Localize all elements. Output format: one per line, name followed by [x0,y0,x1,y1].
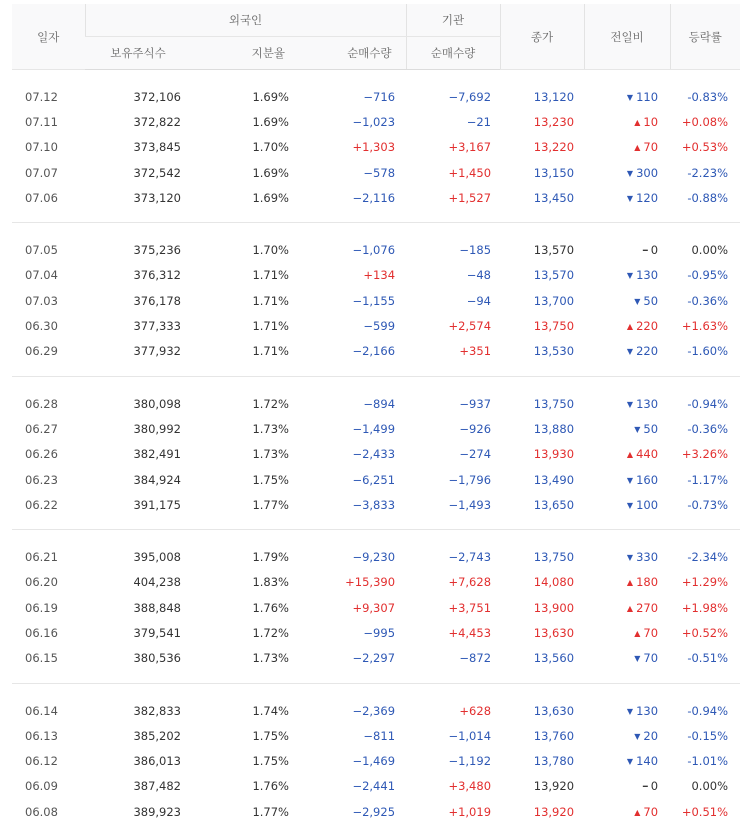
diff-value: 220 [636,319,658,333]
rate-cell: -1.17% [670,467,740,492]
header-rate: 등락률 [670,4,740,70]
group-top-spacer [12,70,740,85]
holdings-cell: 376,312 [85,263,191,288]
close-cell: 13,530 [500,339,584,364]
rate-cell: +0.52% [670,620,740,645]
ratio-cell: 1.74% [191,698,299,723]
diff-value: 220 [636,344,658,358]
foreign-net-cell: −2,925 [299,799,406,824]
inst-net-cell: +4,453 [406,620,500,645]
ratio-cell: 1.72% [191,620,299,645]
up-triangle-icon: ▲ [627,578,633,587]
date-cell: 06.16 [12,620,85,645]
table-row [12,749,740,774]
foreign-net-cell: −9,230 [299,544,406,569]
date-cell: 06.29 [12,339,85,364]
down-triangle-icon: ▼ [634,297,640,306]
table-row [12,313,740,338]
inst-net-cell: −872 [406,646,500,671]
foreign-net-cell: −2,369 [299,698,406,723]
close-cell: 13,650 [500,492,584,517]
close-cell: 13,780 [500,749,584,774]
foreign-net-cell: +1,303 [299,135,406,160]
inst-net-cell: −48 [406,263,500,288]
ratio-cell: 1.75% [191,723,299,748]
table-row [12,595,740,620]
date-cell: 06.13 [12,723,85,748]
diff-value: 70 [643,805,658,819]
inst-net-cell: +7,628 [406,570,500,595]
diff-value: 440 [636,447,658,461]
date-cell: 07.04 [12,263,85,288]
diff-cell [584,467,670,492]
table-row [12,185,740,210]
close-cell: 13,220 [500,135,584,160]
diff-cell [584,416,670,441]
up-triangle-icon: ▲ [627,322,633,331]
foreign-net-cell: −811 [299,723,406,748]
diff-cell [584,620,670,645]
holdings-cell: 380,992 [85,416,191,441]
rate-cell: -0.15% [670,723,740,748]
diff-value: 160 [636,473,658,487]
inst-net-cell: −1,192 [406,749,500,774]
date-cell: 06.26 [12,442,85,467]
ratio-cell: 1.70% [191,135,299,160]
down-triangle-icon: ▼ [627,757,633,766]
date-cell: 06.14 [12,698,85,723]
diff-value: 130 [636,704,658,718]
header-inst-net: 순매수량 [406,37,500,70]
date-cell: 07.10 [12,135,85,160]
holdings-cell: 379,541 [85,620,191,645]
close-cell: 13,760 [500,723,584,748]
ratio-cell: 1.79% [191,544,299,569]
down-triangle-icon: ▼ [627,707,633,716]
foreign-net-cell: −2,433 [299,442,406,467]
down-triangle-icon: ▼ [627,271,633,280]
date-cell: 06.09 [12,774,85,799]
header-diff: 전일비 [584,4,670,70]
flat-dash-icon: ━ [643,782,648,791]
date-cell: 06.12 [12,749,85,774]
down-triangle-icon: ▼ [634,654,640,663]
date-cell: 06.23 [12,467,85,492]
inst-net-cell: −1,493 [406,492,500,517]
table-row [12,84,740,109]
date-cell: 06.20 [12,570,85,595]
inst-net-cell: −2,743 [406,544,500,569]
holdings-cell: 373,120 [85,185,191,210]
holdings-cell: 372,106 [85,84,191,109]
up-triangle-icon: ▲ [627,450,633,459]
rate-cell: -0.51% [670,646,740,671]
rate-cell: +0.53% [670,135,740,160]
date-cell: 06.30 [12,313,85,338]
foreign-net-cell: −1,499 [299,416,406,441]
investor-trading-table [12,4,740,824]
inst-net-cell: −1,014 [406,723,500,748]
foreign-net-cell: −2,297 [299,646,406,671]
inst-net-cell: −1,796 [406,467,500,492]
diff-cell [584,595,670,620]
diff-value: 50 [643,422,658,436]
rate-cell: +1.98% [670,595,740,620]
diff-cell [584,109,670,134]
diff-cell [584,723,670,748]
close-cell: 13,920 [500,774,584,799]
rate-cell: +0.51% [670,799,740,824]
up-triangle-icon: ▲ [634,808,640,817]
table-row [12,288,740,313]
table-row [12,263,740,288]
inst-net-cell: −926 [406,416,500,441]
diff-cell [584,749,670,774]
header-date: 일자 [12,4,85,70]
ratio-cell: 1.75% [191,749,299,774]
inst-net-cell: −94 [406,288,500,313]
date-cell: 06.15 [12,646,85,671]
rate-cell: -2.23% [670,160,740,185]
up-triangle-icon: ▲ [627,604,633,613]
date-cell: 07.07 [12,160,85,185]
date-cell: 07.03 [12,288,85,313]
group-top-spacer [12,376,740,391]
ratio-cell: 1.69% [191,84,299,109]
foreign-net-cell: +15,390 [299,570,406,595]
rate-cell: -0.73% [670,492,740,517]
diff-value: 70 [643,651,658,665]
holdings-cell: 388,848 [85,595,191,620]
diff-cell [584,237,670,262]
group-divider [12,210,740,223]
close-cell: 13,490 [500,467,584,492]
close-cell: 13,450 [500,185,584,210]
table-row [12,620,740,645]
table-row [12,544,740,569]
inst-net-cell: +1,527 [406,185,500,210]
close-cell: 13,750 [500,313,584,338]
rate-cell: -0.94% [670,391,740,416]
date-cell: 06.27 [12,416,85,441]
date-cell: 06.19 [12,595,85,620]
foreign-net-cell: −1,023 [299,109,406,134]
group-top-spacer [12,223,740,238]
rate-cell: -0.94% [670,698,740,723]
diff-cell [584,84,670,109]
foreign-net-cell: −2,116 [299,185,406,210]
table-body [12,70,740,824]
table-row [12,467,740,492]
diff-cell [584,160,670,185]
diff-cell [584,698,670,723]
holdings-cell: 404,238 [85,570,191,595]
rate-cell: -2.34% [670,544,740,569]
header-close: 종가 [500,4,584,70]
diff-cell [584,339,670,364]
date-cell: 07.06 [12,185,85,210]
group-divider [12,364,740,377]
holdings-cell: 380,098 [85,391,191,416]
close-cell: 13,700 [500,288,584,313]
rate-cell: -1.01% [670,749,740,774]
diff-value: 20 [643,729,658,743]
diff-cell [584,442,670,467]
inst-net-cell: +3,751 [406,595,500,620]
holdings-cell: 391,175 [85,492,191,517]
header-foreign-net: 순매수량 [299,37,406,70]
inst-net-cell: +351 [406,339,500,364]
table-row [12,646,740,671]
date-cell: 06.22 [12,492,85,517]
close-cell: 13,560 [500,646,584,671]
ratio-cell: 1.73% [191,646,299,671]
diff-value: 70 [643,140,658,154]
holdings-cell: 389,923 [85,799,191,824]
holdings-cell: 395,008 [85,544,191,569]
ratio-cell: 1.69% [191,160,299,185]
holdings-cell: 382,833 [85,698,191,723]
table-header [12,4,740,70]
down-triangle-icon: ▼ [627,93,633,102]
group-divider [12,671,740,684]
holdings-cell: 373,845 [85,135,191,160]
diff-value: 120 [636,191,658,205]
foreign-net-cell: −6,251 [299,467,406,492]
header-foreign: 외국인 [85,4,406,37]
down-triangle-icon: ▼ [634,732,640,741]
table-row [12,799,740,824]
date-cell: 06.08 [12,799,85,824]
diff-value: 330 [636,550,658,564]
inst-net-cell: +1,450 [406,160,500,185]
holdings-cell: 376,178 [85,288,191,313]
rate-cell: +3.26% [670,442,740,467]
holdings-cell: 372,822 [85,109,191,134]
diff-cell [584,391,670,416]
foreign-net-cell: +134 [299,263,406,288]
close-cell: 13,150 [500,160,584,185]
ratio-cell: 1.72% [191,391,299,416]
inst-net-cell: −274 [406,442,500,467]
foreign-net-cell: −2,166 [299,339,406,364]
close-cell: 14,080 [500,570,584,595]
diff-value: 300 [636,166,658,180]
holdings-cell: 377,932 [85,339,191,364]
down-triangle-icon: ▼ [627,347,633,356]
diff-cell [584,646,670,671]
inst-net-cell: −185 [406,237,500,262]
holdings-cell: 386,013 [85,749,191,774]
foreign-net-cell: −1,469 [299,749,406,774]
ratio-cell: 1.71% [191,263,299,288]
header-ratio: 지분율 [191,37,299,70]
rate-cell: +0.08% [670,109,740,134]
ratio-cell: 1.71% [191,339,299,364]
diff-value: 130 [636,397,658,411]
ratio-cell: 1.73% [191,416,299,441]
ratio-cell: 1.77% [191,492,299,517]
header-institution: 기관 [406,4,500,37]
down-triangle-icon: ▼ [627,501,633,510]
table-row [12,570,740,595]
table-row [12,391,740,416]
table-row [12,109,740,134]
foreign-net-cell: −1,076 [299,237,406,262]
rate-cell: -1.60% [670,339,740,364]
inst-net-cell: −7,692 [406,84,500,109]
table-row [12,442,740,467]
ratio-cell: 1.83% [191,570,299,595]
group-divider [12,517,740,530]
date-cell: 07.11 [12,109,85,134]
holdings-cell: 387,482 [85,774,191,799]
rate-cell: -0.95% [670,263,740,288]
holdings-cell: 382,491 [85,442,191,467]
diff-value: 0 [651,243,658,257]
foreign-net-cell: −894 [299,391,406,416]
inst-net-cell: +1,019 [406,799,500,824]
close-cell: 13,750 [500,544,584,569]
foreign-net-cell: +9,307 [299,595,406,620]
diff-value: 180 [636,575,658,589]
diff-cell [584,799,670,824]
table-row [12,416,740,441]
holdings-cell: 372,542 [85,160,191,185]
close-cell: 13,230 [500,109,584,134]
ratio-cell: 1.69% [191,109,299,134]
diff-value: 100 [636,498,658,512]
diff-cell [584,544,670,569]
close-cell: 13,630 [500,620,584,645]
date-cell: 06.28 [12,391,85,416]
close-cell: 13,930 [500,442,584,467]
table-row [12,135,740,160]
holdings-cell: 384,924 [85,467,191,492]
foreign-net-cell: −716 [299,84,406,109]
ratio-cell: 1.76% [191,774,299,799]
diff-cell [584,185,670,210]
inst-net-cell: +3,480 [406,774,500,799]
table-row [12,237,740,262]
diff-cell [584,263,670,288]
header-holdings: 보유주식수 [85,37,191,70]
diff-value: 0 [651,779,658,793]
foreign-net-cell: −599 [299,313,406,338]
up-triangle-icon: ▲ [634,118,640,127]
ratio-cell: 1.70% [191,237,299,262]
down-triangle-icon: ▼ [627,194,633,203]
table-row [12,160,740,185]
rate-cell: +1.29% [670,570,740,595]
close-cell: 13,900 [500,595,584,620]
foreign-net-cell: −2,441 [299,774,406,799]
holdings-cell: 375,236 [85,237,191,262]
rate-cell: -0.36% [670,416,740,441]
ratio-cell: 1.77% [191,799,299,824]
close-cell: 13,570 [500,263,584,288]
ratio-cell: 1.76% [191,595,299,620]
ratio-cell: 1.71% [191,313,299,338]
diff-cell [584,774,670,799]
diff-value: 10 [643,115,658,129]
diff-value: 140 [636,754,658,768]
group-top-spacer [12,683,740,698]
inst-net-cell: +2,574 [406,313,500,338]
ratio-cell: 1.73% [191,442,299,467]
rate-cell: -0.88% [670,185,740,210]
foreign-net-cell: −578 [299,160,406,185]
close-cell: 13,120 [500,84,584,109]
date-cell: 06.21 [12,544,85,569]
holdings-cell: 385,202 [85,723,191,748]
diff-value: 50 [643,294,658,308]
diff-cell [584,135,670,160]
diff-value: 130 [636,268,658,282]
table-row [12,698,740,723]
down-triangle-icon: ▼ [627,169,633,178]
down-triangle-icon: ▼ [627,476,633,485]
table-row [12,339,740,364]
rate-cell: +1.63% [670,313,740,338]
diff-value: 110 [636,90,658,104]
diff-value: 70 [643,626,658,640]
down-triangle-icon: ▼ [634,425,640,434]
close-cell: 13,920 [500,799,584,824]
ratio-cell: 1.75% [191,467,299,492]
table-row [12,492,740,517]
diff-cell [584,313,670,338]
rate-cell: -0.83% [670,84,740,109]
table-row [12,723,740,748]
holdings-cell: 377,333 [85,313,191,338]
rate-cell: 0.00% [670,774,740,799]
date-cell: 07.12 [12,84,85,109]
close-cell: 13,880 [500,416,584,441]
rate-cell: -0.36% [670,288,740,313]
inst-net-cell: −937 [406,391,500,416]
inst-net-cell: +628 [406,698,500,723]
diff-value: 270 [636,601,658,615]
up-triangle-icon: ▲ [634,143,640,152]
close-cell: 13,630 [500,698,584,723]
inst-net-cell: −21 [406,109,500,134]
rate-cell: 0.00% [670,237,740,262]
close-cell: 13,570 [500,237,584,262]
foreign-net-cell: −3,833 [299,492,406,517]
inst-net-cell: +3,167 [406,135,500,160]
foreign-net-cell: −1,155 [299,288,406,313]
diff-cell [584,288,670,313]
diff-cell [584,570,670,595]
group-top-spacer [12,530,740,545]
ratio-cell: 1.69% [191,185,299,210]
holdings-cell: 380,536 [85,646,191,671]
close-cell: 13,750 [500,391,584,416]
table-row [12,774,740,799]
date-cell: 07.05 [12,237,85,262]
down-triangle-icon: ▼ [627,553,633,562]
diff-cell [584,492,670,517]
foreign-net-cell: −995 [299,620,406,645]
up-triangle-icon: ▲ [634,629,640,638]
ratio-cell: 1.71% [191,288,299,313]
flat-dash-icon: ━ [643,246,648,255]
down-triangle-icon: ▼ [627,400,633,409]
